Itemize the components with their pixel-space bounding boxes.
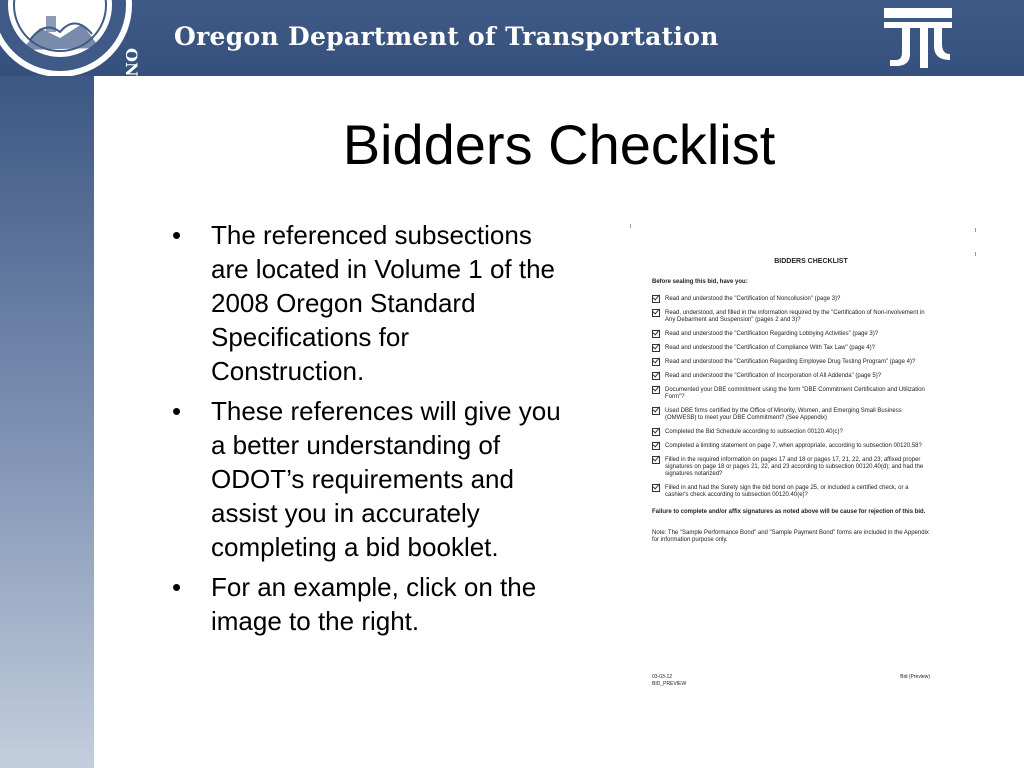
odot-logo-icon [880, 4, 956, 72]
document-footer-date: 03-03-12 [652, 674, 673, 680]
checked-box-icon [652, 372, 660, 380]
checklist-item-text: Completed the Bid Schedule according to subsection 00120.40(c)? [665, 429, 843, 435]
bullet-item [168, 394, 568, 564]
checked-box-icon [652, 330, 660, 338]
checked-box-icon [652, 407, 660, 415]
checklist-item [652, 310, 930, 324]
checklist-item-text: Used DBE firms certified by the Office of Minority, Women, and Emerging Small Business (OMWESB) to meet your DBE Commitment? (See Appendix) [665, 408, 902, 421]
scan-mark [630, 224, 631, 228]
scan-mark [975, 252, 976, 256]
bullet-symbol: • [172, 572, 182, 602]
header-bar [0, 0, 1024, 76]
checked-box-icon [652, 386, 660, 394]
bullet-text: These references will give you a better understanding of ODOT’s requirements and assist you in accurately completing a bid booklet. [211, 396, 561, 562]
checklist-item-text: Read and understood the "Certification Regarding Employee Drug Testing Program" (page 4)? [665, 359, 916, 365]
checked-box-icon [652, 428, 660, 436]
bullet-symbol: • [172, 220, 182, 250]
agency-name: Oregon Department of Transportation [174, 22, 719, 51]
bullet-text: For an example, click on the image to the right. [211, 572, 537, 636]
bullet-text: The referenced subsections are located in Volume 1 of the 2008 Oregon Standard Specifications for Construction. [211, 220, 556, 386]
checklist-item-text: Filled in the required information on pages 17 and 18 or pages 17, 21, 22, and 23; affixed proper signatures on page 18 or pages 21, 22, and 23 according to subsection 00120.40(d); and had the signatures notarized? [665, 457, 924, 477]
bidders-checklist-document-image[interactable] [630, 222, 978, 700]
checklist-item [652, 345, 930, 352]
bullet-item [168, 570, 568, 638]
document-content [652, 258, 930, 554]
checked-box-icon [652, 484, 660, 492]
checklist-item [652, 387, 930, 401]
checklist-item [652, 429, 930, 436]
document-note: Note: The "Sample Performance Bond" and "Sample Payment Bond" forms are included in the Appendix for information purpose only. [652, 530, 929, 543]
bullet-symbol: • [172, 396, 182, 426]
checklist-item [652, 359, 930, 366]
document-intro: Before sealing this bid, have you: [652, 279, 748, 285]
checked-box-icon [652, 442, 660, 450]
bullet-list [168, 218, 568, 644]
checklist-item [652, 485, 930, 499]
checklist-item-text: Read, understood, and filled in the information required by the "Certification of Non-involvement in Any Debarment and Suspension" (pages 2 and 3)? [665, 310, 925, 323]
document-footer-code: BID_PREVIEW [652, 681, 687, 687]
bullet-item [168, 218, 568, 388]
checklist-item [652, 296, 930, 303]
document-title: BIDDERS CHECKLIST [774, 258, 848, 265]
checklist-item [652, 331, 930, 338]
rejection-warning: Failure to complete and/or affix signatures as noted above will be cause for rejection of this bid. [652, 509, 926, 515]
checklist-item [652, 408, 930, 422]
checked-box-icon [652, 295, 660, 303]
checked-box-icon [652, 358, 660, 366]
checklist-item-text: Read and understood the "Certification of Compliance With Tax Law" (page 4)? [665, 345, 875, 351]
checklist-item-text: Completed a limiting statement on page 7, when appropriate, according to subsection 00120.58? [665, 443, 922, 449]
checked-box-icon [652, 456, 660, 464]
checklist-item-text: Read and understood the "Certification of Noncollusion" (page 3)? [665, 296, 841, 302]
checklist-item-text: Read and understood the "Certification of Incorporation of All Addenda" (page 5)? [665, 373, 882, 379]
checklist-item [652, 373, 930, 380]
document-footer-right: Bid (Preview) [900, 674, 930, 680]
checklist-item-text: Read and understood the "Certification Regarding Lobbying Activities" (page 3)? [665, 331, 879, 337]
checklist-item-text: Filled in and had the Surety sign the bid bond on page 25, or included a certified check, or a cashier's check according to subsection 00120.40(e)? [665, 485, 909, 498]
left-gradient-sidebar [0, 76, 94, 768]
checked-box-icon [652, 309, 660, 317]
scan-mark [975, 228, 976, 232]
checklist-item [652, 443, 930, 450]
oregon-state-seal-icon [0, 0, 160, 80]
checked-box-icon [652, 344, 660, 352]
seal-text: ON [122, 48, 141, 77]
checklist-item [652, 457, 930, 478]
document-footer-left [652, 674, 686, 688]
checklist-item-text: Documented your DBE commitment using the form "DBE Commitment Certification and Utilization Form"? [665, 387, 925, 400]
slide-title: Bidders Checklist [342, 113, 776, 176]
